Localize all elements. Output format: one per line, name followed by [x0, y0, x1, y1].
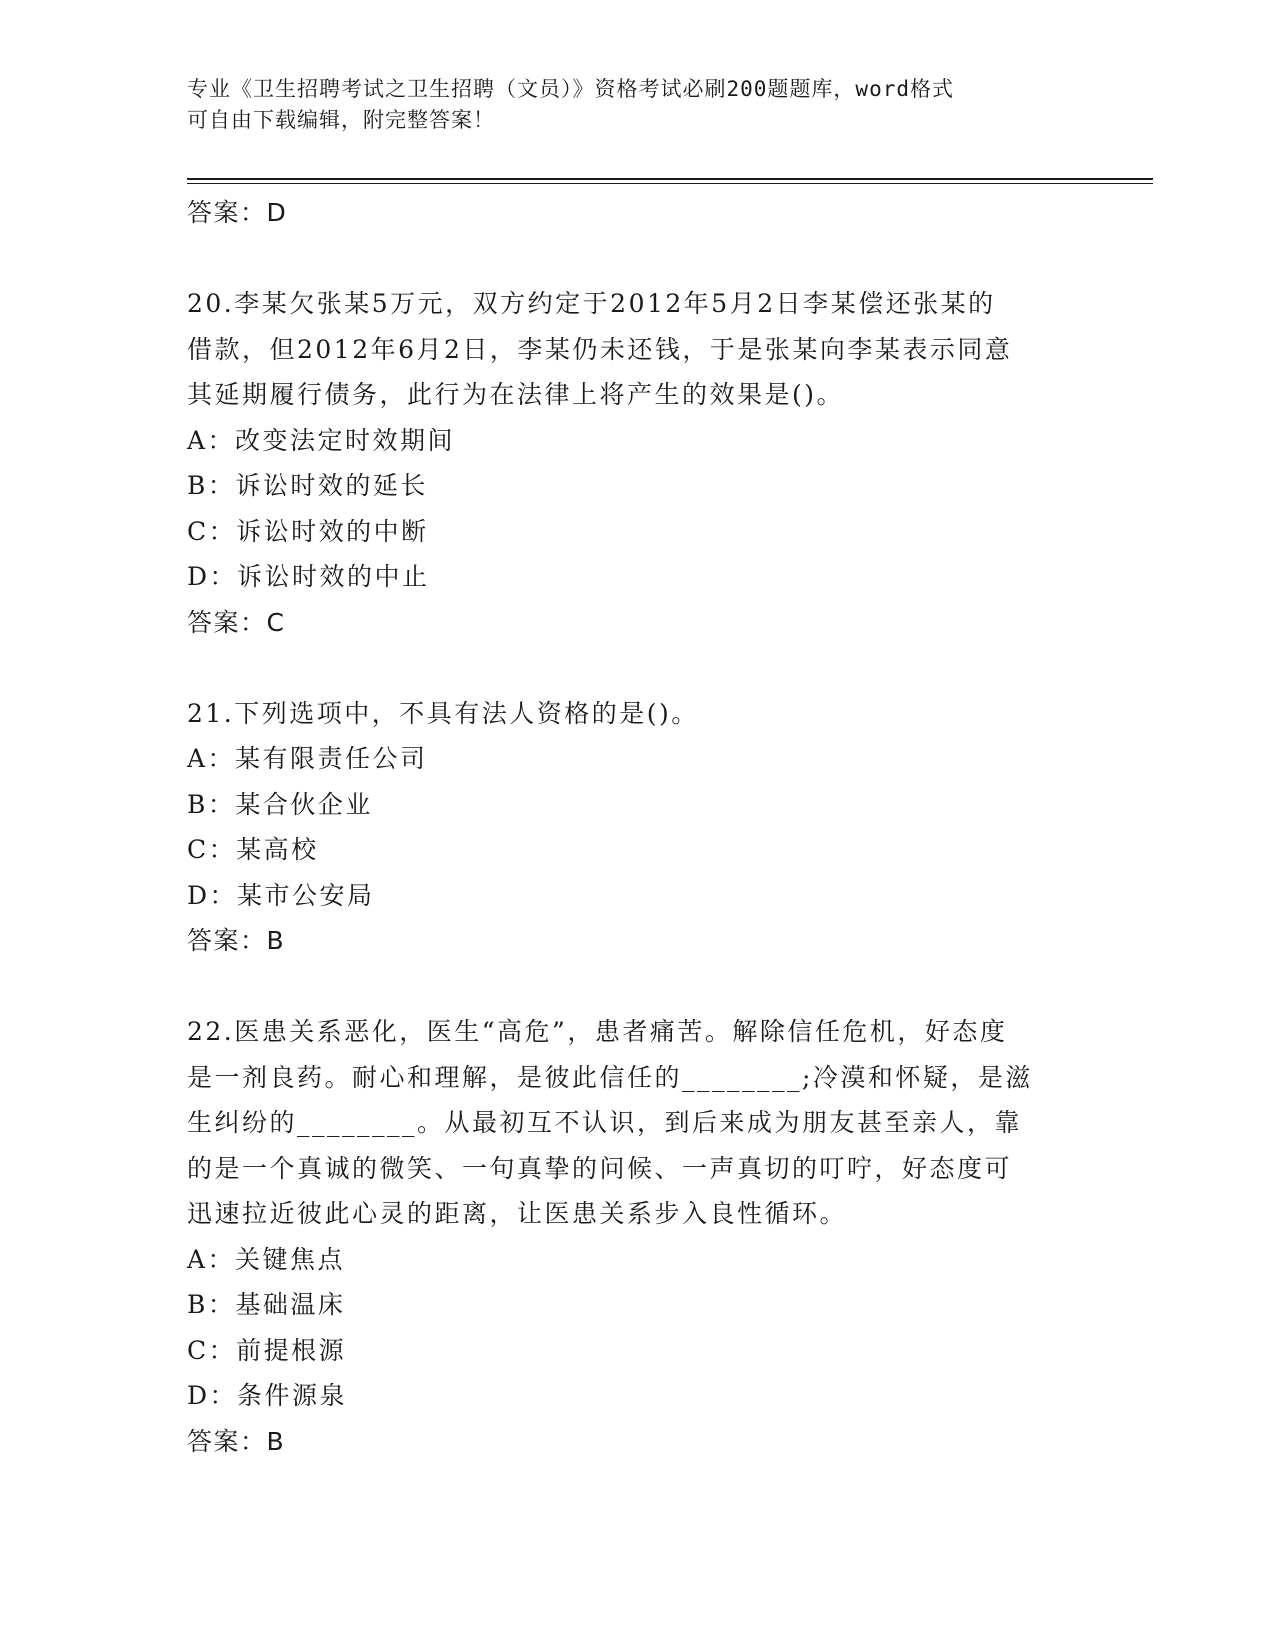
question-stem-line: 其延期履行债务，此行为在法律上将产生的效果是()。 — [187, 380, 845, 409]
option-d: D：诉讼时效的中止 — [187, 562, 430, 591]
question-answer: 答案：C — [187, 607, 286, 637]
option-c: C：诉讼时效的中断 — [187, 516, 429, 546]
spacer — [187, 236, 1087, 282]
question-stem-line: 生纠纷的________。从最初互不认识，到后来成为朋友甚至亲人，靠 — [187, 1108, 1023, 1137]
option-a: A：关键焦点 — [187, 1244, 346, 1274]
option-b: B：基础温床 — [187, 1290, 346, 1319]
question-stem-line: 是一剂良药。耐心和理解，是彼此信任的________;冷漠和怀疑，是滋 — [187, 1062, 1033, 1092]
question-answer: 答案：B — [187, 926, 286, 955]
option-c: C：某高校 — [187, 835, 319, 864]
header-line-2: 可自由下载编辑，附完整答案！ — [187, 108, 495, 132]
option-d: D：某市公安局 — [187, 880, 375, 910]
previous-answer: 答案：D — [187, 198, 288, 227]
header-divider-thick — [187, 178, 1153, 180]
question-21 — [187, 691, 1087, 964]
question-20 — [187, 281, 1087, 645]
option-a: A：改变法定时效期间 — [187, 425, 456, 455]
option-b: B：诉讼时效的延长 — [187, 471, 428, 500]
spacer — [187, 645, 1087, 691]
question-stem-line: 22.医患关系恶化，医生“高危”，患者痛苦。解除信任危机，好态度 — [187, 1017, 1008, 1046]
question-22 — [187, 1009, 1087, 1464]
header-divider-thin — [187, 183, 1153, 184]
option-a: A：某有限责任公司 — [187, 744, 428, 773]
spacer — [187, 964, 1087, 1010]
question-stem-line: 21.下列选项中，不具有法人资格的是()。 — [187, 698, 699, 728]
question-stem-line: 迅速拉近彼此心灵的距离，让医患关系步入良性循环。 — [187, 1199, 848, 1228]
option-b: B：某合伙企业 — [187, 789, 373, 819]
question-stem-line: 的是一个真诚的微笑、一句真挚的问候、一声真切的叮咛，好态度可 — [187, 1153, 1013, 1183]
header-line-1: 专业《卫生招聘考试之卫生招聘（文员）》资格考试必刷200题题库，word格式 — [187, 77, 954, 101]
question-stem-line: 借款，但2012年6月2日，李某仍未还钱，于是张某向李某表示同意 — [187, 334, 1013, 364]
option-c: C：前提根源 — [187, 1335, 347, 1365]
document-body — [187, 190, 1087, 1464]
question-stem-line: 20.李某欠张某5万元，双方约定于2012年5月2日李某偿还张某的 — [187, 289, 996, 318]
document-header — [187, 74, 1067, 136]
option-d: D：条件源泉 — [187, 1381, 348, 1410]
question-answer: 答案：B — [187, 1426, 286, 1456]
